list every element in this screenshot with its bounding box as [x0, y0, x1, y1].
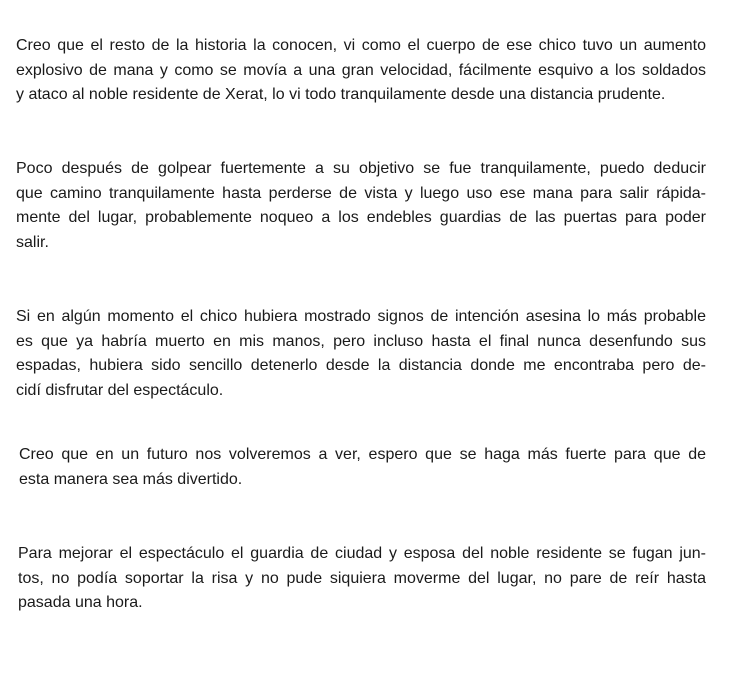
paragraph-line: cidí disfrutar del espectáculo.	[16, 381, 224, 399]
paragraph-line: tos, no podía soportar la risa y no pude siquiera moverme del lugar, no pare de reír hasta	[18, 569, 706, 587]
paragraph-1	[16, 34, 706, 108]
paragraph-line: Creo que el resto de la historia la conocen, vi como el cuerpo de ese chico tuvo un aumento	[16, 37, 706, 54]
paragraph-line: espadas, hubiera sido sencillo detenerlo desde la distancia donde me encontraba pero de-	[16, 357, 706, 374]
paragraph-3	[16, 305, 706, 403]
paragraph-line: Poco después de golpear fuertemente a su objetivo se fue tranquilamente, puedo deducir	[16, 160, 706, 177]
paragraph-line: es que ya habría muerto en mis manos, pero incluso hasta el final nunca desenfundo sus	[16, 332, 706, 350]
paragraph-line: explosivo de mana y como se movía a una gran velocidad, fácilmente esquivo a los soldados	[16, 61, 706, 79]
paragraph-line: pasada una hora.	[18, 594, 143, 611]
paragraph-5	[18, 542, 706, 616]
paragraph-line: que camino tranquilamente hasta perderse de vista y luego uso ese mana para salir rápida-	[16, 184, 706, 202]
paragraph-line: Creo que en un futuro nos volveremos a ver, espero que se haga más fuerte para que de	[19, 446, 706, 463]
paragraph-line: Si en algún momento el chico hubiera mostrado signos de intención asesina lo más probable	[16, 308, 706, 325]
paragraph-line: mente del lugar, probablemente noqueo a los endebles guardias de las puertas para poder	[16, 209, 706, 226]
paragraph-line: esta manera sea más divertido.	[19, 470, 243, 488]
paragraph-4	[19, 443, 706, 492]
paragraph-line: Para mejorar el espectáculo el guardia de ciudad y esposa del noble residente se fugan jun-	[18, 545, 706, 562]
paragraph-2	[16, 157, 706, 255]
paragraph-line: y ataco al noble residente de Xerat, lo vi todo tranquilamente desde una distancia prudente.	[16, 86, 666, 103]
paragraph-line: salir.	[16, 233, 49, 251]
